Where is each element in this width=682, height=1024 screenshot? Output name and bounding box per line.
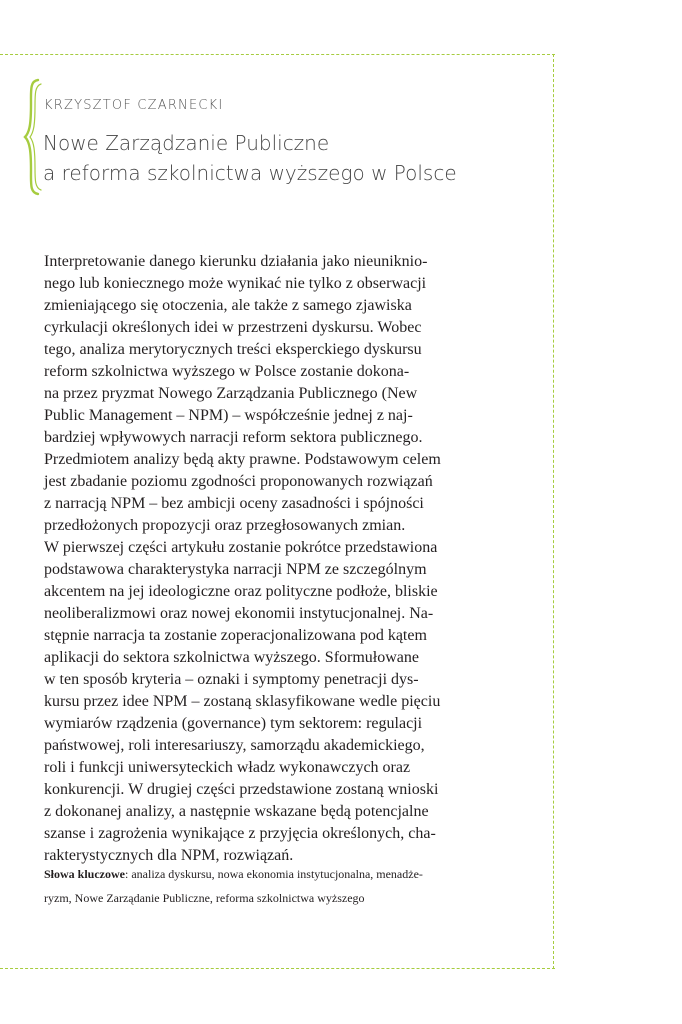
keywords-line: ryzm, Nowe Zarządanie Publiczne, reforma szkolnictwa wyższego <box>44 891 365 905</box>
abstract-line: z narracją NPM – bez ambicji oceny zasadności i spójności <box>44 495 424 512</box>
abstract-line: zmieniającego się otoczenia, ale także z samego zjawiska <box>44 297 412 314</box>
abstract-line: akcentem na jej ideologiczne oraz polityczne podłoże, bliskie <box>44 583 438 600</box>
abstract-line: tego, analiza merytorycznych treści eksperckiego dyskursu <box>44 341 422 358</box>
title-line: Nowe Zarządzanie Publiczne <box>43 131 330 155</box>
frame-bottom-border <box>0 968 555 969</box>
abstract-line: Przedmiotem analizy będą akty prawne. Podstawowym celem <box>44 451 441 468</box>
keywords-text: : analiza dyskursu, nowa ekonomia instytucjonalna, menadże- <box>125 867 423 881</box>
keywords-label: Słowa kluczowe <box>44 867 125 881</box>
title-line: a reforma szkolnictwa wyższego w Polsce <box>43 161 457 185</box>
abstract-line: z dokonanej analizy, a następnie wskazane będą potencjalne <box>44 803 429 820</box>
abstract-line: neoliberalizmowi oraz nowej ekonomii instytucjonalnej. Na- <box>44 605 434 622</box>
abstract-line: Interpretowanie danego kierunku działania jako nieuniknio- <box>44 253 428 270</box>
keywords <box>44 862 474 910</box>
curly-brace-icon <box>22 78 44 196</box>
keywords-line <box>44 862 474 886</box>
abstract-line: reform szkolnictwa wyższego w Polsce zostanie dokona- <box>44 363 410 380</box>
abstract-line: państwowej, roli interesariuszy, samorządu akademickiego, <box>44 737 425 754</box>
author-name: KRZYSZTOF CZARNECKI <box>44 98 224 113</box>
abstract-line: cyrkulacji określonych idei w przestrzeni dyskursu. Wobec <box>44 319 422 336</box>
abstract <box>44 251 474 867</box>
abstract-line: konkurencji. W drugiej części przedstawione zostaną wnioski <box>44 781 439 798</box>
article-title <box>43 128 543 188</box>
abstract-line: bardziej wpływowych narracji reform sektora publicznego. <box>44 429 423 446</box>
abstract-line: w ten sposób kryteria – oznaki i symptomy penetracji dys- <box>44 671 419 688</box>
abstract-line: roli i funkcji uniwersyteckich władz wykonawczych oraz <box>44 759 411 776</box>
frame-top-border <box>0 54 555 55</box>
abstract-line: szanse i zagrożenia wynikające z przyjęcia określonych, cha- <box>44 825 436 842</box>
abstract-line: na przez pryzmat Nowego Zarządzania Publicznego (New <box>44 385 418 402</box>
abstract-line: jest zbadanie poziomu zgodności proponowanych rozwiązań <box>44 473 433 490</box>
abstract-line: Public Management – NPM) – współcześnie jednej z naj- <box>44 407 413 424</box>
abstract-line: nego lub koniecznego może wynikać nie tylko z obserwacji <box>44 275 427 292</box>
abstract-line: kursu przez idee NPM – zostaną sklasyfikowane wedle pięciu <box>44 693 441 710</box>
abstract-line: przedłożonych propozycji oraz przegłosowanych zmian. <box>44 517 406 534</box>
abstract-line: aplikacji do sektora szkolnictwa wyższego. Sformułowane <box>44 649 419 666</box>
abstract-line: stępnie narracja ta zostanie zoperacjonalizowana pod kątem <box>44 627 427 644</box>
abstract-line: W pierwszej części artykułu zostanie pokrótce przedstawiona <box>44 539 438 556</box>
abstract-line: wymiarów rządzenia (governance) tym sektorem: regulacji <box>44 715 423 732</box>
frame-right-border <box>553 54 554 969</box>
abstract-line: rakterystycznych dla NPM, rozwiązań. <box>44 847 294 864</box>
abstract-line: podstawowa charakterystyka narracji NPM ze szczególnym <box>44 561 427 578</box>
